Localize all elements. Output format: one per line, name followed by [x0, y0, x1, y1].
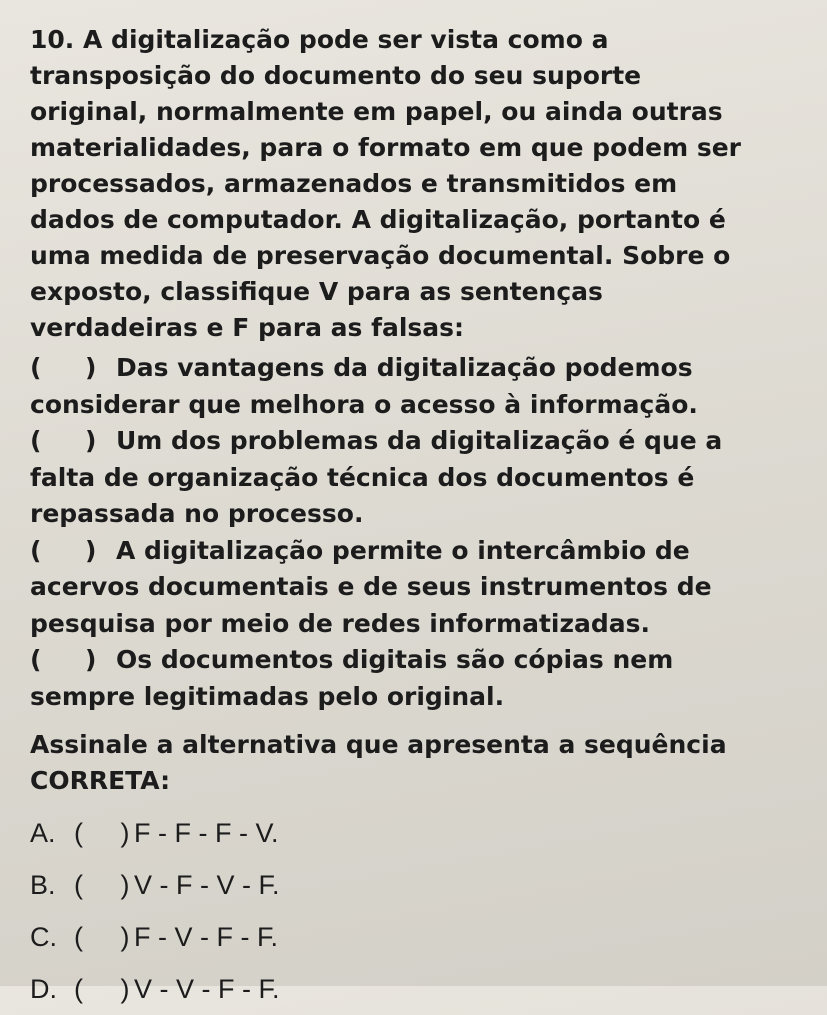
option-letter: D.: [30, 974, 57, 1004]
option-c[interactable]: [30, 911, 800, 963]
question-text: [30, 22, 800, 346]
statement-line: Um dos problemas da digitalização é que a: [116, 426, 723, 455]
option-letter: C.: [30, 922, 57, 952]
question-line: dados de computador. A digitalização, portanto é: [30, 205, 726, 234]
question-line: materialidades, para o formato em que podem ser: [30, 133, 742, 162]
statement-answer-box[interactable]: ( ): [30, 353, 97, 382]
statement-line: Das vantagens da digitalização podemos: [116, 353, 693, 382]
statement-line: pesquisa por meio de redes informatizadas.: [30, 608, 651, 638]
statement-1: [30, 350, 800, 423]
option-d[interactable]: [30, 963, 800, 1015]
prompt-line: CORRETA:: [30, 766, 171, 795]
statement-2: [30, 423, 800, 533]
statement-line: repassada no processo.: [30, 499, 364, 528]
question-line: exposto, classifique V para as sentenças: [30, 277, 603, 306]
question-line: transposição do documento do seu suporte: [30, 61, 642, 90]
statement-line: falta de organização técnica dos documentos é: [30, 462, 695, 492]
option-checkbox[interactable]: ( ): [74, 922, 130, 952]
question-line: uma medida de preservação documental. Sobre o: [30, 241, 731, 270]
option-b[interactable]: [30, 859, 800, 911]
answer-prompt: [30, 727, 800, 799]
statement-line: A digitalização permite o intercâmbio de: [116, 535, 690, 565]
statement-answer-box[interactable]: ( ): [30, 645, 97, 674]
question-line: 10. A digitalização pode ser vista como a: [30, 25, 609, 54]
statement-line: considerar que melhora o acesso à informação.: [30, 389, 698, 419]
option-text: V - V - F - F.: [134, 974, 280, 1004]
option-text: F - V - F - F.: [134, 922, 278, 952]
question-line: original, normalmente em papel, ou ainda outras: [30, 97, 723, 126]
option-text: F - F - F - V.: [134, 818, 279, 848]
statement-4: [30, 642, 800, 715]
prompt-line: Assinale a alternativa que apresenta a sequência: [30, 730, 727, 759]
statement-line: Os documentos digitais são cópias nem: [116, 645, 674, 674]
statement-line: sempre legitimadas pelo original.: [30, 681, 505, 711]
question-line: processados, armazenados e transmitidos em: [30, 169, 678, 198]
statement-answer-box[interactable]: ( ): [30, 535, 97, 565]
question-line: verdadeiras e F para as falsas:: [30, 313, 465, 342]
statement-line: acervos documentais e de seus instrumentos de: [30, 572, 712, 601]
page: [30, 22, 800, 1015]
option-checkbox[interactable]: ( ): [74, 870, 130, 900]
option-a[interactable]: [30, 807, 800, 859]
option-checkbox[interactable]: ( ): [74, 974, 130, 1004]
option-list: [30, 807, 800, 1015]
option-checkbox[interactable]: ( ): [74, 818, 130, 848]
statement-3: [30, 533, 800, 643]
option-text: V - F - V - F.: [134, 870, 280, 900]
statement-list: [30, 350, 800, 715]
option-letter: B.: [30, 870, 56, 900]
statement-answer-box[interactable]: ( ): [30, 426, 97, 455]
option-letter: A.: [30, 818, 56, 848]
